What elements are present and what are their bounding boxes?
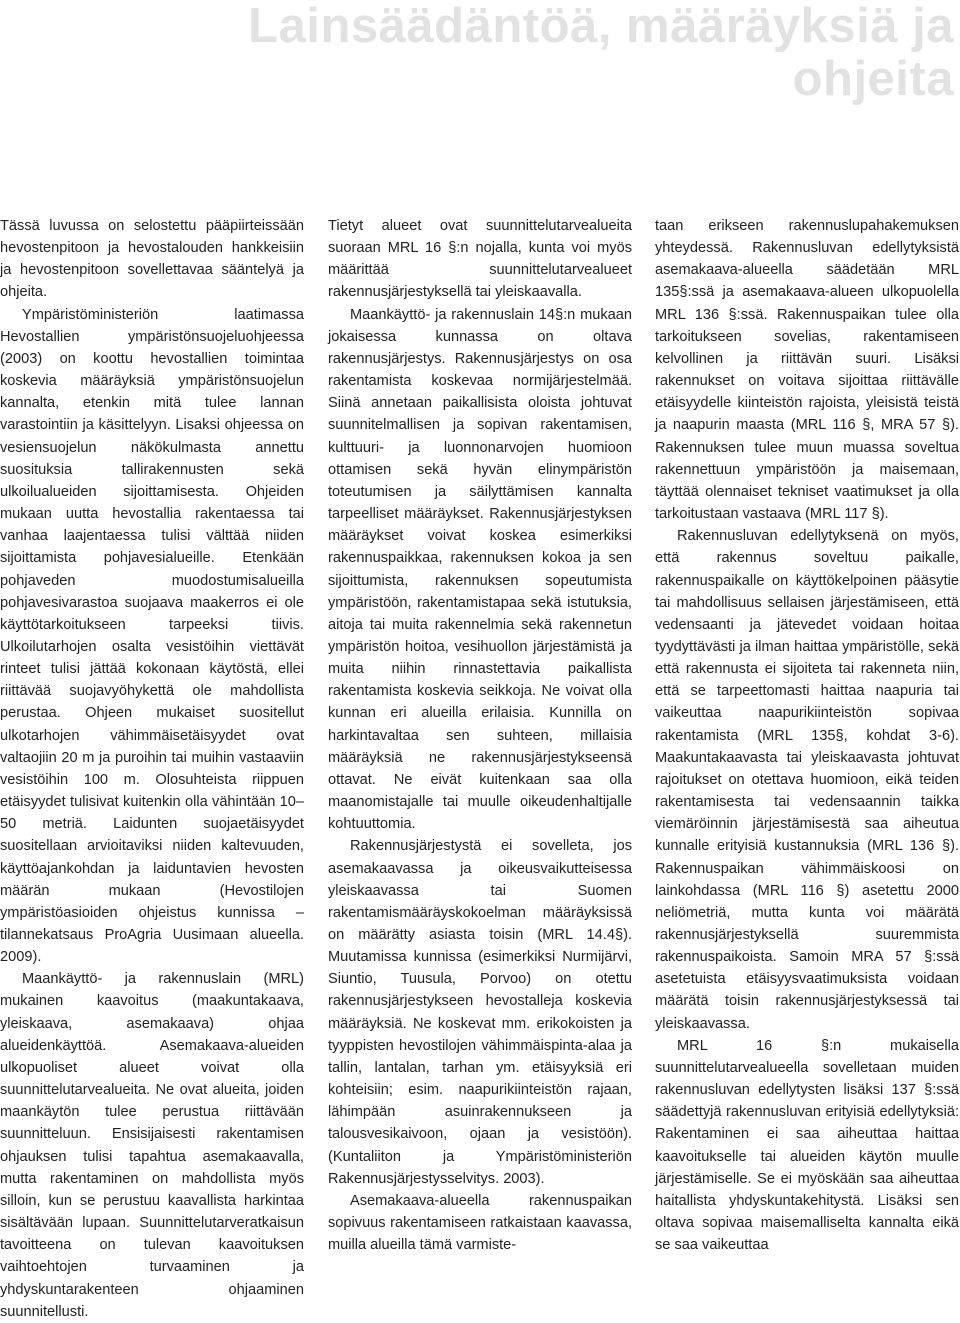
paragraph: Maankäyttö- ja rakennuslain (MRL) mukainen kaavoitus (maakuntakaava, yleiskaava, asemakaava) ohjaa alueidenkäyttöä. Asemakaava-alueiden ulkopuoliset alueet voivat olla suunnittelutarvealueita. Ne ovat alueita, joiden maankäytön tulee perustua riittävään suunnitteluun. Ensisijaisesti rakentamisen ohjauksen tulisi tapahtua asemakaavalla, mutta rakentaminen on mahdollista myös silloin, kun se perustuu kaavallista harkintaa sisältävään lupaan. Suunnittelutarveratkaisun tavoitteena on tulevan kaavoituksen vaihtoehtojen turvaaminen ja yhdyskuntarakenteen ohjaaminen suunnitellusti. [0, 971, 304, 1320]
paragraph: taan erikseen rakennuslupahakemuksen yhteydessä. Rakennusluvan edellytyksistä asemakaava-alueella säädetään MRL 135§:ssä ja asemakaava-alueen ulkopuolella MRL 136 §:ssä. Rakennuspaikan tulee olla tarkoitukseen sovelias, rakentamiseen kelvollinen ja riittävän suuri. Lisäksi rakennukset on voitava sijoittaa riittävälle etäisyydelle kiinteistön rajoista, yleisistä teistä ja naapurin maasta (MRL 116 §, MRA 57 §). Rakennuksen tulee muun muassa soveltua rakennettuun ympäristöön ja maisemaan, täyttää olennaiset tekniset vaatimukset ja olla tarkoitustaan vastaava (MRL 117 §). [655, 218, 959, 523]
page-title-line-1: Lainsäädäntöä, määräyksiä ja [248, 0, 954, 53]
paragraph: MRL 16 §:n mukaisella suunnittelutarvealueella sovelletaan muiden rakennusluvan edellytysten lisäksi 137 §:ssä säädettyjä rakennusluvan erityisiä edellytyksiä: Rakentaminen ei saa aiheuttaa haittaa kaavoitukselle tai alueiden käytön muulle järjestämiselle. Se ei myöskään saa aiheuttaa haitallista yhdyskuntakehitystä. Lisäksi sen oltava sopivaa maisemalliselta kannalta eikä se saa vaikeuttaa [655, 1037, 959, 1254]
page-title [14, 0, 954, 106]
page-title-line-2: ohjeita [792, 52, 954, 106]
paragraph: Asemakaava-alueella rakennuspaikan sopivuus rakentamiseen ratkaistaan kaavassa, muilla alueilla tämä varmiste- [328, 1192, 632, 1254]
paragraph: Tässä luvussa on selostettu pääpiirteissään hevostenpitoon ja hevostalouden hankkeisiin ja hevostenpitoon sovellettavaa sääntelyä ja ohjeita. [0, 218, 304, 301]
text-column-2 [328, 215, 632, 1307]
paragraph: Ympäristöministeriön laatimassa Hevostallien ympäristönsuojeluohjeessa (2003) on koottu hevostallien toimintaa koskevia määräyksiä ympäristönsuojelun kannalta, etenkin mitä tulee lannan varastointiin ja käsittelyyn. Lisaksi ohjeessa on vesiensuojelun näkökulmasta annettu suosituksia tallirakennusten sekä ulkoilualueiden sijoittamisesta. Ohjeiden mukaan uutta hevostallia rakentaessa tai vanhaa laajentaessa tulisi välttää niiden sijoittamista pohjavesialueille. Etenkään pohjaveden muodostumisalueilla pohjavesivarastoa suojaava maakerros ei ole käyttötarkoitukseen tarpeeksi tiivis. Ulkoilutarhojen osalta vesistöihin viettävät rinteet tulisi jättää kokonaan käytöstä, ellei riittävää suojavyöhykettä ole mahdollista perustaa. Ohjeen mukaiset suositellut ulkotarhojen vähimmäisetäisyydet ovat valtaojiin 20 m ja puroihin tai muihin vastaaviin vesistöihin 100 m. Olosuhteista riippuen etäisyydet tulisivat kuitenkin olla vähintään 10–50 metriä. Laidunten suojaetäisyydet suositellaan arvioitaviksi niiden kaltevuuden, käyttöajankohdan ja laiduntavien hevosten määrän mukaan (Hevostilojen ympäristöasioiden ohjeistus kunnissa – tilannekatsaus ProAgria Uusimaan alueella. 2009). [0, 306, 304, 966]
paragraph: Rakennusjärjestystä ei sovelleta, jos asemakaavassa ja oikeusvaikutteisessa yleiskaavassa tai Suomen rakentamismääräyskokoelman määräyksissä on määrätty asiasta toisin (MRL 14.4§). Muutamissa kunnissa (esimerkiksi Nurmijärvi, Siuntio, Tuusula, Porvoo) on otettu rakennusjärjestykseen hevostalleja koskevia määräyksiä. Ne koskevat mm. erikokoisten ja tyyppisten hevostilojen vähimmäispinta-alaa ja tallin, lantalan, tarhan ym. etäisyyksiä eri kohteisiin; esim. naapurikiinteistön rajaan, lähimpään asuinrakennukseen ja talousvesikaivoon, ojaan ja vesistöön). (Kuntaliiton ja Ympäristöministeriön Rakennusjärjestysselvitys. 2003). [328, 838, 632, 1187]
paragraph: Tietyt alueet ovat suunnittelutarvealueita suoraan MRL 16 §:n nojalla, kunta voi myös määrittää suunnittelutarvealueet rakennusjärjestyksellä tai yleiskaavalla. [328, 218, 632, 301]
text-column-1 [0, 215, 304, 1320]
paragraph: Rakennusluvan edellytyksenä on myös, että rakennus soveltuu paikalle, rakennuspaikalle on käyttökelpoinen pääsytie tai mahdollisuus sellaisen järjestämiseen, että vedensaanti ja jätevedet voidaan hoitaa tyydyttävästi ja ilman haittaa ympäristölle, sekä että rakennusta ei sijoiteta tai rakenneta niin, että se tarpeettomasti haittaa naapuria tai vaikeuttaa naapurikiinteistön sopivaa rakentamista (MRL 135§, kohdat 3-6). Maakuntakaavasta tai yleiskaavasta johtuvat rajoitukset on otettava huomioon, eikä teiden rakentamisesta tai vedensaannin taikka viemäröinnin järjestämisestä saa aiheutua kunnalle erityisiä kustannuksia (MRL 136 §). Rakennuspaikan vähimmäiskoosi on lainkohdassa (MRL 116 §) asetettu 2000 neliömetriä, mutta kunta voi määrätä rakennusjärjestyksellä suuremmista rakennuspaikoista. Samoin MRA 57 §:ssä asetetuista etäisyysvaatimuksista voidaan määrätä toisin rakennusjärjestyksessä tai yleiskaavassa. [655, 528, 959, 1032]
text-column-3 [655, 215, 959, 1307]
paragraph: Maankäyttö- ja rakennuslain 14§:n mukaan jokaisessa kunnassa on oltava rakennusjärjestys. Rakennusjärjestys on osa rakentamista koskevaa normijärjestelmää. Siinä annetaan paikallisista oloista johtuvat suunnitelmallisen ja sopivan rakentamisen, kulttuuri- ja luonnonarvojen huomioon ottamisen sekä hyvän elinympäristön toteutumisen ja säilyttämisen kannalta tarpeelliset määräykset. Rakennusjärjestyksen määräykset voivat koskea esimerkiksi rakennuspaikkaa, rakennuksen kokoa ja sen sijoittumista, rakennuksen sopeutumista ympäristöön, rakentamistapaa sekä istutuksia, aitoja tai muita rakennelmia sekä rakennetun ympäristön hoitoa, vesihuollon järjestämistä ja muita niihin rinnastettavia paikallista rakentamista koskevia seikkoja. Ne voivat olla kunnan eri alueilla erilaisia. Kunnilla on harkintavaltaa sen suhteen, millaisia määräyksiä ne rakennusjärjestykseensä ottavat. Ne eivät kuitenkaan saa olla maanomistajalle tai muulle oikeudenhaltijalle kohtuuttomia. [328, 306, 632, 833]
